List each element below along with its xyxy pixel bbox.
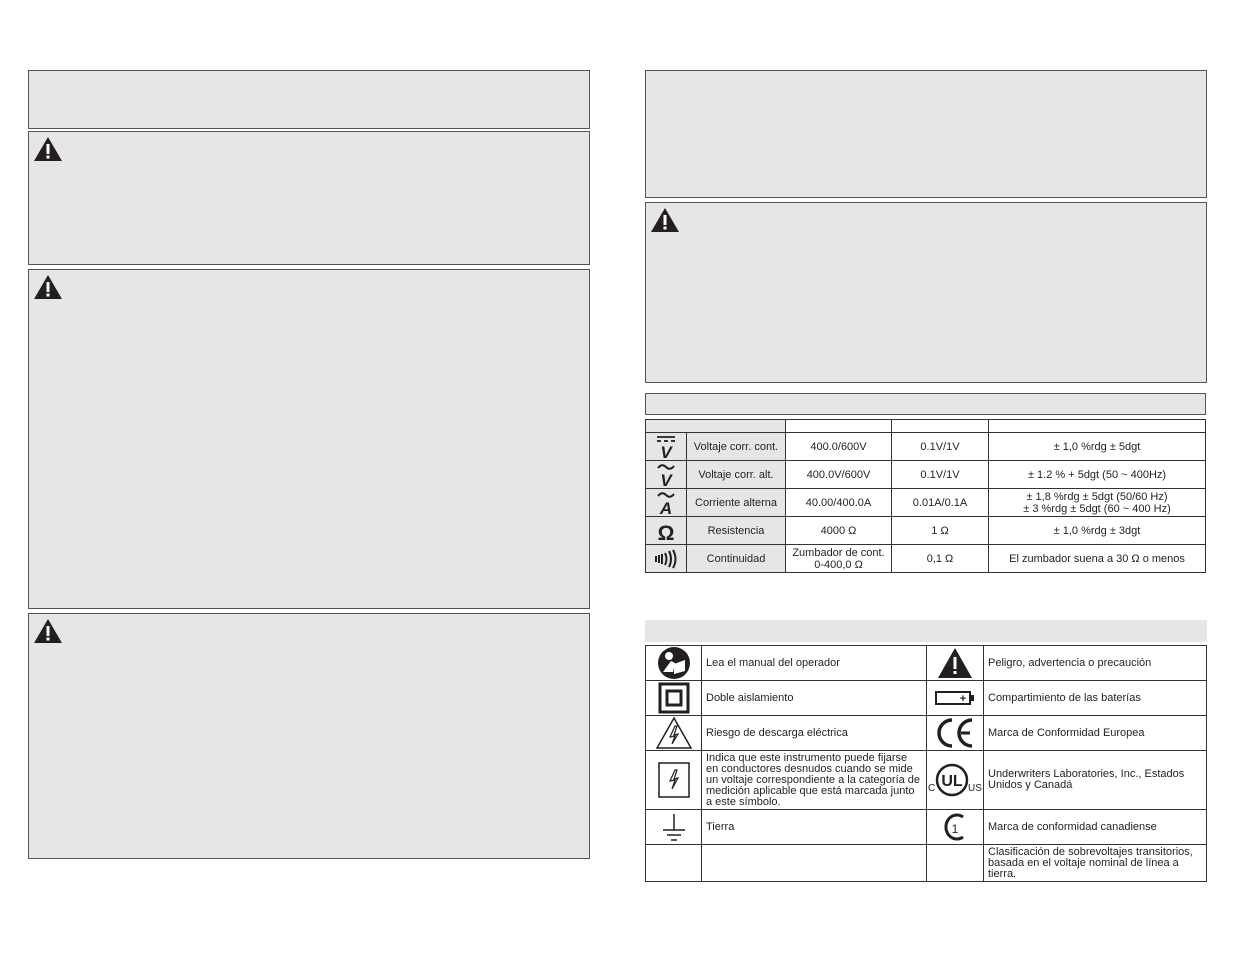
bare-conductor-icon: [657, 761, 691, 799]
read-manual-icon: [657, 646, 691, 680]
table-row: Tierra 1 Marca de conformidad canadiense: [646, 810, 1207, 845]
spec-title-bar: [645, 393, 1206, 415]
continuity-icon: [653, 549, 679, 569]
svg-text:1: 1: [951, 822, 959, 836]
spec-table: [645, 419, 1206, 573]
table-row: Lea el manual del operador Peligro, advertencia o precaución: [646, 646, 1207, 681]
ac-voltage-icon: [653, 463, 679, 487]
svg-text:US: US: [968, 783, 982, 794]
spec-header-row: [646, 420, 1206, 433]
table-row: V Voltaje corr. alt. 400.0V/600V 0.1V/1V ± 1.2 % + 5dgt (50 ~ 400Hz): [646, 461, 1206, 489]
shock-hazard-icon: [655, 716, 693, 750]
svg-text:V: V: [660, 470, 672, 487]
symbols-table: [645, 645, 1207, 882]
warning-box-1: [28, 131, 590, 265]
svg-text:UL: UL: [941, 773, 963, 790]
canadian-mark-icon: [942, 812, 968, 842]
warning-icon: [650, 207, 680, 233]
table-row: Continuidad Zumbador de cont. 0-400,0 Ω 0,1 Ω El zumbador suena a 30 Ω o menos: [646, 545, 1206, 573]
symbols-title-bar: [645, 620, 1207, 642]
battery-icon: [935, 690, 975, 706]
svg-text:C: C: [928, 783, 936, 794]
earth-ground-icon: [659, 812, 689, 842]
svg-text:+: +: [959, 693, 967, 705]
warning-icon: [33, 618, 63, 644]
table-row: V Voltaje corr. cont. 400.0/600V 0.1V/1V ± 1,0 %rdg ± 5dgt: [646, 433, 1206, 461]
dc-voltage-icon: [653, 435, 679, 459]
svg-text:V: V: [660, 442, 672, 459]
svg-text:A: A: [659, 498, 673, 515]
right-header-box: [645, 70, 1207, 198]
ul-mark-icon: [927, 761, 983, 799]
ac-current-icon: [653, 491, 679, 515]
warning-icon: [937, 647, 973, 679]
table-row: Riesgo de descarga eléctrica Marca de Conformidad Europea: [646, 716, 1207, 751]
table-row: Doble aislamiento + Compartimiento de las baterías: [646, 681, 1207, 716]
warning-box-4: [645, 202, 1207, 383]
table-row: Clasificación de sobrevoltajes transitorios, basada en el voltaje nominal de línea a tierra.: [646, 845, 1207, 882]
double-insulation-icon: [658, 682, 690, 714]
table-row: Indica que este instrumento puede fijarse en conductores desnudos cuando se mide un voltaje correspondiente a la categoría de medición aplicable que está marcada junto a este símbolo. C UL US Underwriters Laboratories, Inc., Estados Unidos y Canadá: [646, 751, 1207, 810]
warning-box-3: [28, 613, 590, 859]
warning-icon: [33, 136, 63, 162]
left-header-box: [28, 70, 590, 129]
ce-mark-icon: [934, 717, 976, 749]
table-row: A Corriente alterna 40.00/400.0A 0.01A/0.1A ± 1,8 %rdg ± 5dgt (50/60 Hz) ± 3 %rdg ± 5dgt (60 ~ 400 Hz): [646, 489, 1206, 517]
warning-box-2: [28, 269, 590, 609]
warning-icon: [33, 274, 63, 300]
svg-text:Ω: Ω: [657, 521, 675, 543]
table-row: Ω Resistencia 4000 Ω 1 Ω ± 1,0 %rdg ± 3dgt: [646, 517, 1206, 545]
resistance-icon: [653, 519, 679, 543]
